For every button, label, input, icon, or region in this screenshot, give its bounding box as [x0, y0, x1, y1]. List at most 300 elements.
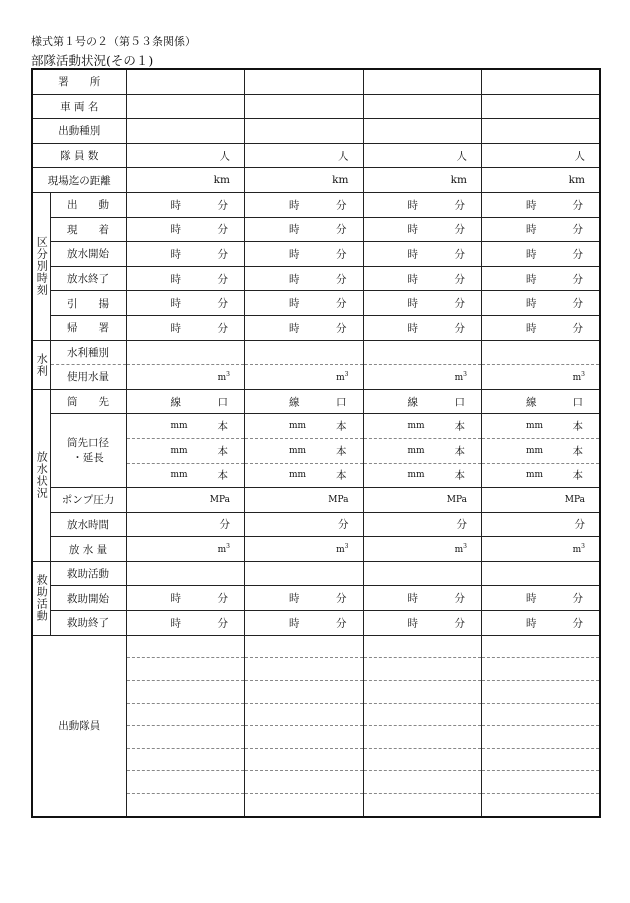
minute-unit: 分	[454, 592, 465, 605]
members-entry-cell[interactable]	[126, 635, 245, 817]
m3-unit: $m^3$	[572, 370, 585, 383]
minute-unit: 分	[572, 322, 583, 335]
time-row-label-text: 放水終了	[67, 273, 109, 286]
entry-cell[interactable]	[482, 143, 601, 168]
entry-cell[interactable]	[126, 119, 245, 144]
member-line[interactable]	[482, 636, 599, 659]
entry-cell[interactable]	[126, 586, 245, 611]
entry-cell[interactable]	[482, 488, 601, 513]
entry-cell[interactable]	[363, 537, 482, 562]
entry-cell[interactable]	[245, 414, 364, 439]
entry-cell[interactable]	[363, 586, 482, 611]
row-discharge-time-label-text: 放水時間	[67, 518, 109, 531]
entry-cell[interactable]	[126, 537, 245, 562]
entry-cell[interactable]	[363, 389, 482, 414]
hour-unit: 時	[407, 273, 418, 286]
page-title: 部隊活動状況(その１)	[31, 53, 154, 68]
entry-cell[interactable]	[363, 217, 482, 242]
member-line[interactable]	[127, 704, 245, 727]
row-distance-label-text: 現場迄の距離	[47, 174, 111, 187]
minute-unit: 分	[217, 297, 228, 310]
count-unit: 本	[454, 445, 465, 458]
entry-cell[interactable]	[126, 414, 245, 439]
entry-cell[interactable]	[245, 69, 364, 94]
count-unit: 本	[217, 445, 228, 458]
mm-unit: mm	[289, 470, 307, 481]
water-group-label	[32, 340, 50, 389]
row-pump-pressure	[32, 488, 600, 513]
hour-unit: 時	[407, 199, 418, 212]
entry-cell[interactable]	[363, 315, 482, 340]
entry-cell[interactable]	[126, 512, 245, 537]
mm-unit: mm	[170, 445, 188, 456]
time-row-label-text: 放水開始	[67, 248, 109, 261]
row-time	[32, 266, 600, 291]
entry-cell[interactable]	[363, 488, 482, 513]
form-number: 様式第１号の２（第５３条関係）	[31, 35, 196, 48]
water-type-label	[50, 340, 126, 365]
row-station-label-text: 署 所	[58, 76, 101, 89]
member-line[interactable]	[364, 794, 482, 816]
person-unit: 人	[574, 150, 585, 163]
entry-cell[interactable]	[126, 488, 245, 513]
mpa-unit: MPa	[446, 494, 467, 505]
row-rescue-end-label	[50, 611, 126, 636]
person-unit: 人	[456, 150, 467, 163]
member-line[interactable]	[245, 704, 363, 727]
activity-form-table	[31, 68, 601, 818]
time-row-label	[50, 217, 126, 242]
row-rescue-start	[32, 586, 600, 611]
entry-cell[interactable]	[126, 94, 245, 119]
member-line[interactable]	[482, 794, 599, 816]
entry-cell[interactable]	[245, 143, 364, 168]
entry-cell[interactable]	[482, 537, 601, 562]
minute-unit: 分	[572, 617, 583, 630]
entry-cell[interactable]	[126, 463, 245, 488]
row-time	[32, 217, 600, 242]
entry-cell[interactable]	[245, 537, 364, 562]
mm-unit: mm	[526, 445, 544, 456]
count-unit: 本	[454, 420, 465, 433]
row-rescue-end	[32, 611, 600, 636]
entry-cell[interactable]	[245, 561, 364, 586]
minute-unit: 分	[338, 518, 349, 531]
time-group-label	[32, 192, 50, 340]
water-used-label	[50, 365, 126, 390]
row-vehicle-label-text: 車 両 名	[60, 100, 99, 113]
row-dispatch-type-label	[32, 119, 126, 144]
member-line[interactable]	[127, 771, 245, 794]
entry-cell[interactable]	[245, 266, 364, 291]
entry-cell[interactable]	[363, 561, 482, 586]
entry-cell[interactable]	[482, 69, 601, 94]
entry-cell[interactable]	[126, 340, 245, 365]
member-line[interactable]	[245, 636, 363, 659]
entry-cell[interactable]	[363, 438, 482, 463]
entry-cell[interactable]	[245, 611, 364, 636]
hour-unit: 時	[526, 617, 537, 630]
entry-cell[interactable]	[482, 561, 601, 586]
row-discharge-volume-label	[50, 537, 126, 562]
entry-cell[interactable]	[482, 94, 601, 119]
minute-unit: 分	[217, 273, 228, 286]
km-unit: km	[213, 174, 230, 187]
row-dispatch-type	[32, 119, 600, 144]
member-line[interactable]	[364, 726, 482, 749]
entry-cell[interactable]	[363, 168, 482, 193]
entry-cell[interactable]	[245, 463, 364, 488]
water-group-label-text: 水利	[35, 352, 49, 377]
entry-cell[interactable]	[126, 217, 245, 242]
entry-cell[interactable]	[482, 438, 601, 463]
entry-cell[interactable]	[363, 611, 482, 636]
row-crew	[32, 143, 600, 168]
entry-cell[interactable]	[363, 414, 482, 439]
minute-unit: 分	[217, 199, 228, 212]
minute-unit: 分	[572, 273, 583, 286]
minute-unit: 分	[336, 297, 347, 310]
entry-cell[interactable]	[245, 94, 364, 119]
entry-cell[interactable]	[245, 217, 364, 242]
entry-cell[interactable]	[126, 242, 245, 267]
time-row-label-text: 帰 署	[67, 322, 109, 335]
row-water-used	[32, 365, 600, 390]
entry-cell[interactable]	[245, 586, 364, 611]
member-line[interactable]	[127, 636, 245, 659]
row-water-type	[32, 340, 600, 365]
entry-cell[interactable]	[482, 463, 601, 488]
hour-unit: 時	[526, 248, 537, 261]
entry-cell[interactable]	[482, 266, 601, 291]
minute-unit: 分	[572, 592, 583, 605]
minute-unit: 分	[454, 199, 465, 212]
rescue-group-label-text: 救助活動	[35, 574, 49, 623]
hour-unit: 時	[170, 248, 181, 261]
mm-unit: mm	[170, 470, 188, 481]
hour-unit: 時	[526, 199, 537, 212]
hour-unit: 時	[170, 617, 181, 630]
minute-unit: 分	[217, 592, 228, 605]
hour-unit: 時	[170, 199, 181, 212]
member-line[interactable]	[245, 681, 363, 704]
minute-unit: 分	[336, 617, 347, 630]
entry-cell[interactable]	[482, 611, 601, 636]
entry-cell[interactable]	[482, 414, 601, 439]
time-row-label	[50, 315, 126, 340]
member-line[interactable]	[364, 636, 482, 659]
entry-cell[interactable]	[126, 611, 245, 636]
row-crew-label	[32, 143, 126, 168]
entry-cell[interactable]	[245, 168, 364, 193]
nozzle-label	[50, 389, 126, 414]
minute-unit: 分	[217, 617, 228, 630]
minute-unit: 分	[454, 322, 465, 335]
row-time	[32, 192, 600, 217]
hour-unit: 時	[407, 592, 418, 605]
row-nozzle-diameter	[32, 414, 600, 439]
hour-unit: 時	[526, 223, 537, 236]
entry-cell[interactable]	[126, 192, 245, 217]
minute-unit: 分	[572, 248, 583, 261]
member-line[interactable]	[127, 681, 245, 704]
members-entry-cell[interactable]	[245, 635, 364, 817]
discharge-group-label-text: 放水状況	[35, 451, 49, 500]
hour-unit: 時	[289, 248, 300, 261]
entry-cell[interactable]	[482, 217, 601, 242]
member-line[interactable]	[364, 749, 482, 772]
km-unit: km	[332, 174, 349, 187]
entry-cell[interactable]	[245, 192, 364, 217]
entry-cell[interactable]	[126, 561, 245, 586]
entry-cell[interactable]	[482, 291, 601, 316]
m3-unit: $m^3$	[454, 543, 467, 556]
entry-cell[interactable]	[363, 365, 482, 390]
entry-cell[interactable]	[245, 512, 364, 537]
member-line[interactable]	[482, 771, 599, 794]
member-line[interactable]	[482, 704, 599, 727]
minute-unit: 分	[454, 248, 465, 261]
minute-unit: 分	[336, 592, 347, 605]
entry-cell[interactable]	[245, 389, 364, 414]
members-label	[32, 635, 126, 817]
m3-unit: $m^3$	[572, 543, 585, 556]
entry-cell[interactable]	[363, 94, 482, 119]
count-unit: 本	[454, 469, 465, 482]
time-row-label-text: 引 揚	[67, 297, 109, 310]
member-line[interactable]	[482, 749, 599, 772]
mm-unit: mm	[526, 421, 544, 432]
hour-unit: 時	[289, 592, 300, 605]
entry-cell[interactable]	[126, 69, 245, 94]
hour-unit: 時	[289, 617, 300, 630]
member-line[interactable]	[127, 794, 245, 816]
hour-unit: 時	[289, 199, 300, 212]
minute-unit: 分	[572, 199, 583, 212]
hour-unit: 時	[170, 223, 181, 236]
entry-cell[interactable]	[363, 242, 482, 267]
hour-unit: 時	[407, 617, 418, 630]
m3-unit: $m^3$	[217, 543, 230, 556]
entry-cell[interactable]	[245, 438, 364, 463]
time-row-label	[50, 291, 126, 316]
nozzle-diameter-text: 筒先口径 ・延長	[67, 436, 109, 464]
entry-cell[interactable]	[126, 315, 245, 340]
count-unit: 本	[336, 469, 347, 482]
entry-cell[interactable]	[126, 143, 245, 168]
row-rescue-start-label	[50, 586, 126, 611]
hour-unit: 時	[289, 322, 300, 335]
mm-unit: mm	[407, 421, 425, 432]
row-distance-label	[32, 168, 126, 193]
row-discharge-volume-label-text: 放 水 量	[68, 543, 108, 556]
count-unit: 本	[217, 469, 228, 482]
member-line[interactable]	[482, 726, 599, 749]
entry-cell[interactable]	[482, 365, 601, 390]
member-line[interactable]	[245, 726, 363, 749]
time-row-label	[50, 266, 126, 291]
row-time	[32, 242, 600, 267]
hour-unit: 時	[526, 322, 537, 335]
row-rescue-activity-label-text: 救助活動	[67, 568, 109, 581]
hour-unit: 時	[526, 297, 537, 310]
minute-unit: 分	[217, 223, 228, 236]
m3-unit: $m^3$	[454, 370, 467, 383]
row-station-label	[32, 69, 126, 94]
m3-unit: $m^3$	[217, 370, 230, 383]
hour-unit: 時	[289, 297, 300, 310]
port-unit: 口	[572, 396, 583, 409]
entry-cell[interactable]	[245, 488, 364, 513]
member-line[interactable]	[127, 658, 245, 681]
m3-unit: $m^3$	[336, 370, 349, 383]
member-line[interactable]	[245, 771, 363, 794]
row-crew-label-text: 隊 員 数	[60, 150, 99, 163]
mpa-unit: MPa	[564, 494, 585, 505]
minute-unit: 分	[219, 518, 230, 531]
entry-cell[interactable]	[363, 512, 482, 537]
entry-cell[interactable]	[482, 512, 601, 537]
mm-unit: mm	[407, 445, 425, 456]
entry-cell[interactable]	[482, 119, 601, 144]
entry-cell[interactable]	[363, 143, 482, 168]
count-unit: 本	[572, 420, 583, 433]
entry-cell[interactable]	[245, 340, 364, 365]
entry-cell[interactable]	[363, 119, 482, 144]
row-discharge-volume	[32, 537, 600, 562]
discharge-group-label	[32, 389, 50, 561]
time-group-label-text: 区分別時刻	[35, 236, 49, 297]
row-rescue-end-label-text: 救助終了	[67, 617, 109, 630]
entry-cell[interactable]	[126, 168, 245, 193]
entry-cell[interactable]	[363, 463, 482, 488]
hour-unit: 時	[407, 297, 418, 310]
entry-cell[interactable]	[126, 365, 245, 390]
member-line[interactable]	[364, 681, 482, 704]
row-distance	[32, 168, 600, 193]
members-entry-cell[interactable]	[363, 635, 482, 817]
minute-unit: 分	[336, 322, 347, 335]
entry-cell[interactable]	[245, 242, 364, 267]
hour-unit: 時	[407, 248, 418, 261]
entry-cell[interactable]	[482, 340, 601, 365]
hour-unit: 時	[407, 322, 418, 335]
minute-unit: 分	[336, 273, 347, 286]
minute-unit: 分	[454, 273, 465, 286]
members-label-text: 出動隊員	[58, 720, 101, 733]
entry-cell[interactable]	[363, 340, 482, 365]
hour-unit: 時	[170, 592, 181, 605]
row-time	[32, 291, 600, 316]
entry-cell[interactable]	[363, 291, 482, 316]
minute-unit: 分	[574, 518, 585, 531]
entry-cell[interactable]	[245, 315, 364, 340]
entry-cell[interactable]	[126, 291, 245, 316]
minute-unit: 分	[454, 617, 465, 630]
person-unit: 人	[338, 150, 349, 163]
member-line[interactable]	[364, 771, 482, 794]
minute-unit: 分	[456, 518, 467, 531]
time-row-label	[50, 192, 126, 217]
line-unit: 線	[526, 396, 537, 409]
entry-cell[interactable]	[363, 69, 482, 94]
entry-cell[interactable]	[482, 389, 601, 414]
entry-cell[interactable]	[482, 192, 601, 217]
count-unit: 本	[217, 420, 228, 433]
row-vehicle-label	[32, 94, 126, 119]
person-unit: 人	[219, 150, 230, 163]
member-line[interactable]	[245, 749, 363, 772]
hour-unit: 時	[526, 273, 537, 286]
entry-cell[interactable]	[126, 438, 245, 463]
hour-unit: 時	[170, 297, 181, 310]
row-pump-pressure-label	[50, 488, 126, 513]
member-line[interactable]	[364, 704, 482, 727]
row-discharge-time-label	[50, 512, 126, 537]
count-unit: 本	[336, 420, 347, 433]
row-dispatch-type-label-text: 出動種別	[58, 125, 101, 138]
entry-cell[interactable]	[482, 168, 601, 193]
mm-unit: mm	[289, 421, 307, 432]
row-rescue-activity-label	[50, 561, 126, 586]
entry-cell[interactable]	[126, 389, 245, 414]
member-line[interactable]	[127, 726, 245, 749]
port-unit: 口	[454, 396, 465, 409]
member-line[interactable]	[127, 749, 245, 772]
member-line[interactable]	[245, 794, 363, 816]
count-unit: 本	[572, 445, 583, 458]
member-line[interactable]	[482, 681, 599, 704]
minute-unit: 分	[217, 248, 228, 261]
mm-unit: mm	[170, 421, 188, 432]
row-pump-pressure-label-text: ポンプ圧力	[61, 494, 115, 507]
mpa-unit: MPa	[328, 494, 349, 505]
line-unit: 線	[170, 396, 181, 409]
entry-cell[interactable]	[482, 315, 601, 340]
mpa-unit: MPa	[209, 494, 230, 505]
entry-cell[interactable]	[126, 266, 245, 291]
entry-cell[interactable]	[482, 242, 601, 267]
row-discharge-time	[32, 512, 600, 537]
entry-cell[interactable]	[245, 119, 364, 144]
entry-cell[interactable]	[245, 291, 364, 316]
member-line[interactable]	[245, 658, 363, 681]
hour-unit: 時	[170, 322, 181, 335]
line-unit: 線	[407, 396, 418, 409]
minute-unit: 分	[572, 223, 583, 236]
entry-cell[interactable]	[363, 192, 482, 217]
row-station	[32, 69, 600, 94]
entry-cell[interactable]	[245, 365, 364, 390]
hour-unit: 時	[526, 592, 537, 605]
entry-cell[interactable]	[363, 266, 482, 291]
minute-unit: 分	[336, 223, 347, 236]
nozzle-label-text: 筒 先	[67, 396, 109, 409]
water-used-label-text: 使用水量	[67, 371, 109, 384]
member-line[interactable]	[482, 658, 599, 681]
minute-unit: 分	[572, 297, 583, 310]
members-entry-cell[interactable]	[482, 635, 601, 817]
entry-cell[interactable]	[482, 586, 601, 611]
line-unit: 線	[289, 396, 300, 409]
mm-unit: mm	[289, 445, 307, 456]
minute-unit: 分	[217, 322, 228, 335]
member-line[interactable]	[364, 658, 482, 681]
nozzle-diameter-label	[50, 414, 126, 488]
row-rescue-activity	[32, 561, 600, 586]
minute-unit: 分	[336, 199, 347, 212]
time-row-label	[50, 242, 126, 267]
